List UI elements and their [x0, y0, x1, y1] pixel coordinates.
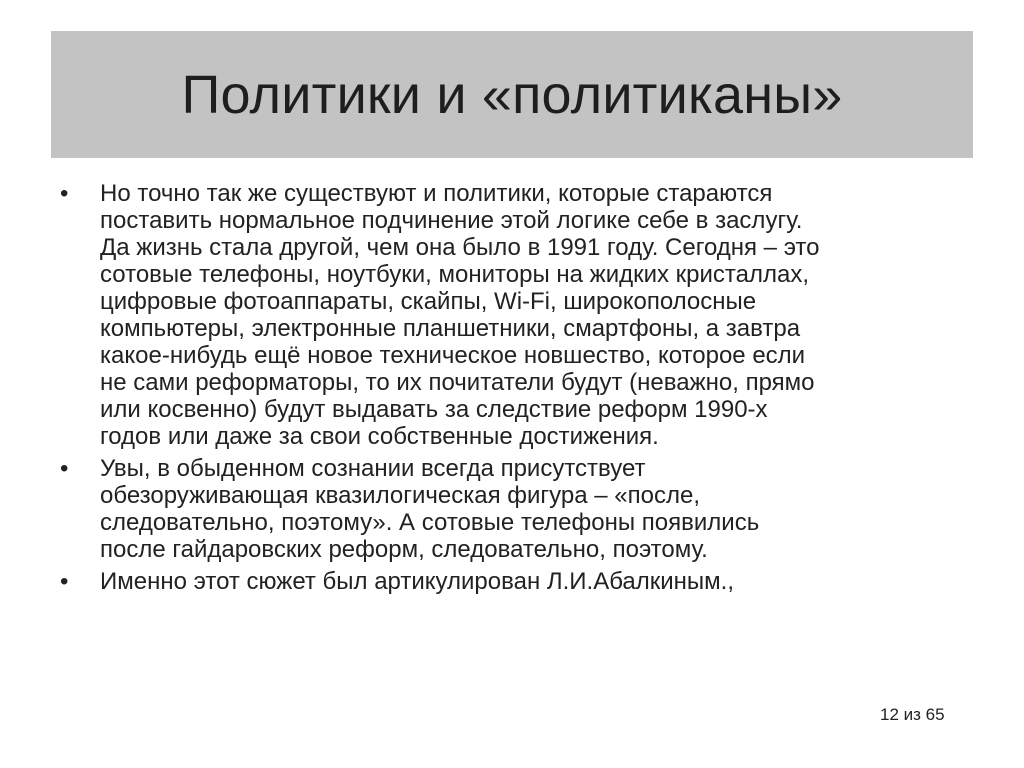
- bullet-dot-icon: •: [60, 455, 69, 482]
- bullet-text-line: Да жизнь стала другой, чем она было в 1991 году. Сегодня – это: [100, 234, 820, 261]
- bullet-item: [60, 455, 965, 563]
- bullet-text-line: Но точно так же существуют и политики, которые стараются: [100, 180, 773, 207]
- bullet-text-line: поставить нормальное подчинение этой логике себе в заслугу.: [100, 207, 803, 234]
- bullet-item: [60, 180, 965, 450]
- bullet-text-line: Увы, в обыденном сознании всегда присутствует: [100, 455, 646, 482]
- title-band: [51, 31, 973, 158]
- bullet-item: [60, 568, 965, 595]
- bullet-text-line: цифровые фотоаппараты, скайпы, Wi-Fi, широкополосные: [100, 288, 757, 315]
- bullet-text-line: какое-нибудь ещё новое техническое новшество, которое если: [100, 342, 806, 369]
- bullet-text-line: Именно этот сюжет был артикулирован Л.И.Абалкиным.,: [100, 568, 735, 595]
- bullet-text-line: годов или даже за свои собственные достижения.: [100, 423, 659, 450]
- bullet-text-line: обезоруживающая квазилогическая фигура – «после,: [100, 482, 700, 509]
- bullet-text-line: не сами реформаторы, то их почитатели будут (неважно, прямо: [100, 369, 815, 396]
- bullet-text-line: следовательно, поэтому». А сотовые телефоны появились: [100, 509, 760, 536]
- bullet-text-line: или косвенно) будут выдавать за следствие реформ 1990-х: [100, 396, 768, 423]
- bullet-dot-icon: •: [60, 180, 69, 207]
- page-indicator: 12 из 65: [880, 705, 945, 724]
- bullet-text-line: сотовые телефоны, ноутбуки, мониторы на жидких кристаллах,: [100, 261, 810, 288]
- slide-title: Политики и «политиканы»: [181, 64, 843, 125]
- bullet-text-line: компьютеры, электронные планшетники, смартфоны, а завтра: [100, 315, 801, 342]
- bullet-list: [60, 180, 965, 600]
- bullet-dot-icon: •: [60, 568, 69, 595]
- bullet-text-line: после гайдаровских реформ, следовательно, поэтому.: [100, 536, 708, 563]
